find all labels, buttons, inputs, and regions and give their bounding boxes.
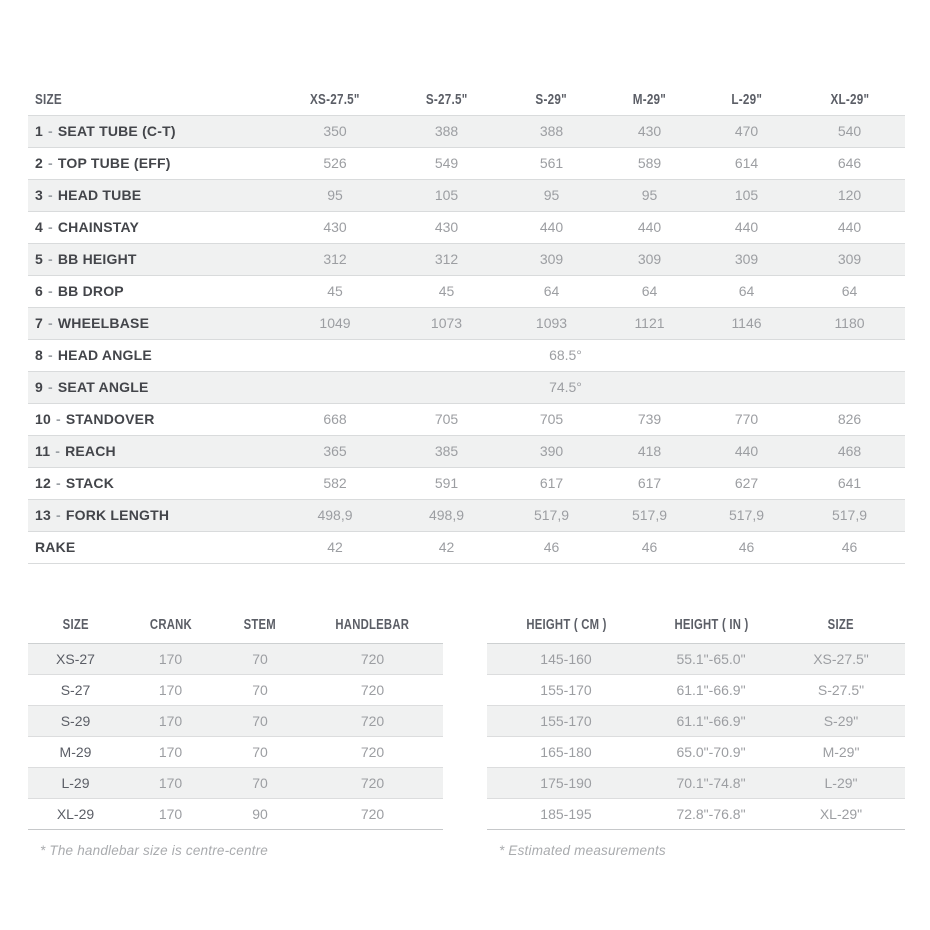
row-label-text: WHEELBASE (57, 315, 150, 331)
row-dash: - (48, 283, 53, 299)
table-cell: 64 (641, 283, 658, 299)
row-label (28, 243, 280, 275)
table-row (28, 211, 905, 243)
table-cell: 385 (434, 443, 459, 459)
cockpit-section (28, 608, 443, 858)
row-label-text: SEAT ANGLE (57, 379, 149, 395)
table-row (28, 736, 443, 767)
table-cell: 145-160 (540, 650, 592, 667)
table-cell: 170 (158, 712, 183, 729)
row-label (28, 403, 280, 435)
column-header-label: CRANK (149, 617, 192, 634)
table-row (28, 674, 443, 705)
column-header-stem (218, 608, 302, 643)
row-label-text: RAKE (35, 539, 76, 555)
row-label-text: SEAT TUBE (C-T) (57, 123, 176, 139)
table-cell: 440 (637, 219, 662, 235)
row-number: 6 (35, 283, 43, 299)
row-label (28, 211, 280, 243)
row-dash: - (55, 475, 61, 491)
table-cell: 70 (252, 650, 268, 667)
column-header-label: L-29" (731, 90, 762, 108)
table-cell: 170 (158, 805, 183, 822)
table-row (28, 403, 905, 435)
table-cell: 517,9 (631, 507, 668, 523)
table-cell: 826 (837, 411, 862, 427)
table-cell: 70 (252, 712, 268, 729)
table-row (28, 705, 443, 736)
row-label-text: FORK LENGTH (65, 507, 170, 523)
table-cell: 540 (837, 123, 862, 139)
column-header-s-27-5 (390, 85, 503, 115)
table-row (28, 467, 905, 499)
column-header-size (28, 85, 280, 115)
table-cell: 470 (734, 123, 759, 139)
table-cell: 170 (158, 650, 183, 667)
table-cell: 720 (360, 712, 385, 729)
column-header-s-29 (503, 85, 600, 115)
table-cell: 95 (641, 187, 658, 203)
table-cell: 350 (323, 123, 347, 139)
estimated-footnote: * Estimated measurements (499, 842, 666, 858)
height-sizing-section (487, 608, 905, 858)
angle-value: 68.5° (549, 347, 582, 363)
column-header-handlebar (302, 608, 443, 643)
row-label (28, 435, 280, 467)
table-row (487, 736, 905, 767)
table-cell: 64 (543, 283, 560, 299)
column-header-m-29 (600, 85, 699, 115)
row-number: 11 (35, 443, 51, 459)
cockpit-table (28, 608, 443, 830)
table-cell: S-27 (60, 681, 91, 698)
column-header-xl-29 (794, 85, 905, 115)
row-label-text: BB HEIGHT (57, 251, 137, 267)
table-row (28, 499, 905, 531)
table-cell: XL-29" (819, 805, 863, 822)
table-cell: 517,9 (831, 507, 868, 523)
table-cell: XL-29 (56, 805, 95, 822)
table-cell: 175-190 (540, 774, 592, 791)
table-cell: 1093 (535, 315, 568, 331)
column-header-crank (123, 608, 218, 643)
table-cell: XS-27.5" (813, 650, 869, 667)
cockpit-header-row (28, 608, 443, 643)
table-row (28, 643, 443, 674)
table-row (28, 371, 905, 403)
row-dash: - (55, 443, 61, 459)
table-cell: 614 (734, 155, 759, 171)
table-cell: 591 (434, 475, 459, 491)
table-cell: 42 (438, 539, 455, 555)
table-cell: 1073 (430, 315, 463, 331)
table-cell: 46 (841, 539, 858, 555)
table-cell: 617 (637, 475, 662, 491)
table-row (28, 339, 905, 371)
table-cell: 705 (539, 411, 564, 427)
table-cell: 1146 (731, 315, 762, 331)
table-cell: M-29 (59, 743, 92, 760)
table-cell: 430 (434, 219, 459, 235)
table-cell: 526 (323, 155, 347, 171)
column-header-label: HEIGHT ( CM ) (525, 617, 607, 634)
table-cell: 388 (434, 123, 459, 139)
table-cell: M-29" (822, 743, 860, 760)
table-cell: 165-180 (540, 743, 592, 760)
table-cell: 70 (252, 681, 268, 698)
angle-value: 74.5° (549, 379, 582, 395)
table-cell: 627 (734, 475, 759, 491)
row-dash: - (48, 315, 53, 331)
table-cell: 45 (327, 283, 343, 299)
table-cell: 185-195 (540, 805, 592, 822)
table-cell: 309 (539, 251, 564, 267)
merged-value-cell (280, 371, 905, 403)
table-cell: 309 (637, 251, 662, 267)
table-cell: L-29 (61, 774, 90, 791)
table-cell: 70.1"-74.8" (676, 774, 746, 791)
merged-value-cell (280, 339, 905, 371)
column-header-height-in (645, 608, 777, 643)
row-dash: - (48, 251, 53, 267)
table-cell: 440 (539, 219, 564, 235)
row-label-text: CHAINSTAY (57, 219, 140, 235)
table-row (28, 531, 905, 563)
table-cell: 45 (438, 283, 455, 299)
row-label-text: HEAD TUBE (57, 187, 142, 203)
row-dash: - (55, 507, 61, 523)
row-number: 9 (35, 379, 43, 395)
column-header-label: HANDLEBAR (335, 617, 410, 634)
table-cell: 440 (734, 443, 759, 459)
row-number: 7 (35, 315, 43, 331)
table-cell: 170 (158, 774, 183, 791)
row-number: 2 (35, 155, 43, 171)
table-cell: 105 (734, 187, 759, 203)
table-cell: 61.1"-66.9" (676, 681, 746, 698)
table-cell: 95 (543, 187, 560, 203)
table-cell: S-27.5" (817, 681, 865, 698)
row-dash: - (55, 411, 61, 427)
geometry-section (28, 85, 905, 564)
table-cell: 739 (637, 411, 662, 427)
height-header-row (487, 608, 905, 643)
row-label (28, 307, 280, 339)
table-cell: 498,9 (428, 507, 465, 523)
table-cell: 46 (543, 539, 560, 555)
column-header-size (777, 608, 905, 643)
table-cell: 720 (360, 743, 385, 760)
table-cell: 155-170 (540, 681, 592, 698)
column-header-label: SIZE (62, 617, 89, 634)
handlebar-footnote: * The handlebar size is centre-centre (40, 842, 269, 858)
row-number: 1 (35, 123, 43, 139)
row-label (28, 275, 280, 307)
table-cell: 440 (837, 219, 862, 235)
row-label-text: BB DROP (57, 283, 124, 299)
table-cell: 561 (539, 155, 564, 171)
row-label (28, 179, 280, 211)
table-cell: 641 (837, 475, 862, 491)
column-header-label: S-29" (535, 90, 568, 108)
geometry-header-row (28, 85, 905, 115)
table-cell: 720 (360, 650, 385, 667)
table-cell: 309 (734, 251, 759, 267)
table-cell: 720 (360, 681, 385, 698)
table-cell: 390 (539, 443, 564, 459)
table-cell: 582 (323, 475, 347, 491)
table-row (487, 643, 905, 674)
table-cell: 105 (434, 187, 459, 203)
table-cell: 388 (539, 123, 564, 139)
row-label-text: HEAD ANGLE (57, 347, 152, 363)
row-label-text: STANDOVER (65, 411, 155, 427)
row-dash: - (48, 187, 53, 203)
column-header-label: SIZE (35, 90, 62, 108)
row-label-text: REACH (65, 443, 116, 459)
column-header-label: XS-27.5" (310, 90, 360, 108)
table-cell: 120 (837, 187, 862, 203)
table-cell: 72.8"-76.8" (676, 805, 746, 822)
column-header-label: M-29" (632, 90, 667, 108)
table-cell: 365 (323, 443, 347, 459)
column-header-label: HEIGHT ( IN ) (673, 617, 749, 634)
table-cell: 440 (734, 219, 759, 235)
table-cell: 468 (837, 443, 862, 459)
table-cell: 646 (837, 155, 862, 171)
table-row (28, 767, 443, 798)
table-row (487, 705, 905, 736)
table-row (487, 798, 905, 829)
row-number: 13 (35, 507, 51, 523)
row-label (28, 467, 280, 499)
table-cell: 589 (637, 155, 662, 171)
row-label-text: STACK (65, 475, 115, 491)
row-label (28, 147, 280, 179)
table-cell: 312 (323, 251, 347, 267)
table-cell: 170 (158, 743, 183, 760)
table-cell: 1180 (834, 315, 865, 331)
table-cell: 430 (637, 123, 662, 139)
table-cell: 61.1"-66.9" (676, 712, 746, 729)
table-row (28, 435, 905, 467)
table-row (28, 147, 905, 179)
table-row (28, 115, 905, 147)
table-row (28, 798, 443, 829)
row-dash: - (48, 219, 53, 235)
column-header-size (28, 608, 123, 643)
row-dash: - (48, 155, 53, 171)
row-label (28, 531, 280, 563)
column-header-label: STEM (243, 617, 277, 634)
table-cell: 617 (539, 475, 564, 491)
table-cell: S-29" (823, 712, 859, 729)
table-cell: 70 (252, 774, 268, 791)
table-cell: 90 (252, 805, 268, 822)
column-header-height-cm (487, 608, 645, 643)
table-cell: XS-27 (56, 650, 95, 667)
table-row (487, 674, 905, 705)
table-cell: L-29" (824, 774, 858, 791)
table-cell: 46 (738, 539, 755, 555)
row-number: 12 (35, 475, 51, 491)
table-cell: 430 (323, 219, 347, 235)
row-label (28, 339, 280, 371)
table-cell: 720 (360, 805, 385, 822)
table-row (28, 179, 905, 211)
row-number: 5 (35, 251, 43, 267)
table-cell: 668 (323, 411, 347, 427)
table-cell: 170 (158, 681, 183, 698)
table-cell: 549 (434, 155, 459, 171)
table-cell: 70 (252, 743, 268, 760)
table-row (28, 307, 905, 339)
table-cell: 155-170 (540, 712, 592, 729)
table-row (28, 275, 905, 307)
table-cell: 312 (434, 251, 459, 267)
table-cell: 770 (734, 411, 759, 427)
column-header-l-29 (699, 85, 794, 115)
table-cell: 64 (738, 283, 755, 299)
table-row (28, 243, 905, 275)
table-cell: 95 (327, 187, 343, 203)
row-dash: - (48, 347, 53, 363)
column-header-xs-27-5 (280, 85, 390, 115)
row-dash: - (48, 379, 53, 395)
table-cell: 1049 (319, 315, 351, 331)
table-cell: 55.1"-65.0" (676, 650, 746, 667)
row-number: 8 (35, 347, 43, 363)
column-header-label: S-27.5" (425, 90, 468, 108)
row-number: 10 (35, 411, 51, 427)
geometry-table (28, 85, 905, 564)
table-cell: 309 (837, 251, 862, 267)
row-dash: - (48, 123, 53, 139)
row-number: 4 (35, 219, 43, 235)
table-cell: 1121 (634, 315, 665, 331)
column-header-label: XL-29" (830, 90, 869, 108)
table-cell: 498,9 (317, 507, 353, 523)
table-cell: 517,9 (533, 507, 570, 523)
table-cell: 517,9 (728, 507, 765, 523)
table-cell: 705 (434, 411, 459, 427)
row-number: 3 (35, 187, 43, 203)
table-cell: 418 (637, 443, 662, 459)
column-header-label: SIZE (827, 617, 855, 634)
height-table (487, 608, 905, 830)
row-label-text: TOP TUBE (EFF) (57, 155, 171, 171)
row-label (28, 371, 280, 403)
row-label (28, 499, 280, 531)
table-cell: 46 (641, 539, 658, 555)
table-cell: 720 (360, 774, 385, 791)
row-label (28, 115, 280, 147)
table-cell: 64 (841, 283, 858, 299)
table-cell: S-29 (60, 712, 91, 729)
table-row (487, 767, 905, 798)
table-cell: 65.0"-70.9" (676, 743, 746, 760)
table-cell: 42 (327, 539, 343, 555)
